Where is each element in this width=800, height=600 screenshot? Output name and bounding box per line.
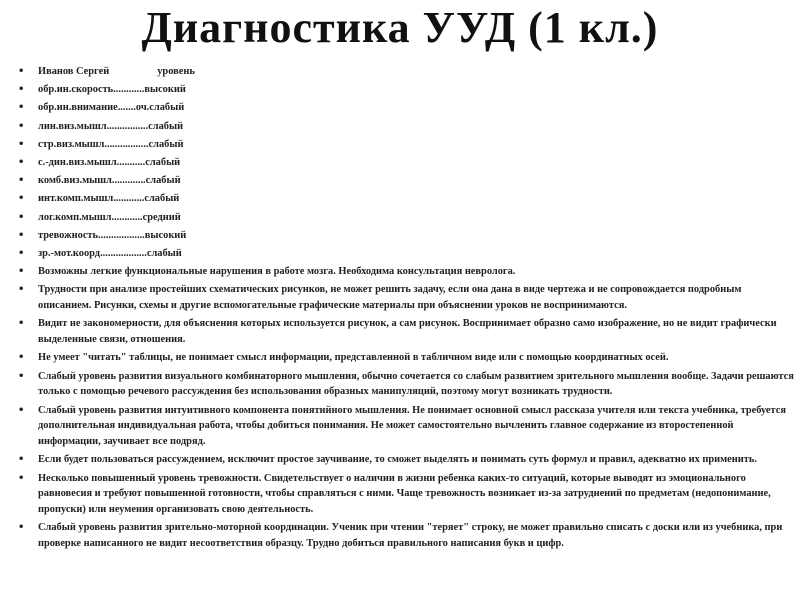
metric-item <box>14 100 794 116</box>
bullet-icon: • <box>18 229 25 241</box>
student-name: Иванов Сергей <box>38 66 110 77</box>
metric-item <box>14 210 794 226</box>
metric-text: инт.комп.мышл............слабый <box>38 193 180 205</box>
paragraph-item <box>14 403 794 450</box>
metric-text: лог.комп.мышл............средний <box>38 211 181 223</box>
paragraph-item <box>14 350 794 366</box>
paragraph-text: Несколько повышенный уровень тревожности. Свидетельствует о наличии в жизни ребенка каких-то ситуаций, которые выводят из эмоционального равновесия и требуют повышенной готовности, чтобы справляться с ними. Чаще тревожность возникает из-за затруднений по предметам (недопонимание, пропуски) или неумения организовать свою деятельность. <box>38 472 771 515</box>
bullet-icon: • <box>18 175 25 187</box>
bullet-icon: • <box>18 120 25 132</box>
paragraph-text: Слабый уровень развития интуитивного компонента понятийного мышления. Не понимает основной смысл рассказа учителя или текста учебника, требуется дополнительная индивидуальная работа, чтобы добиться понимания. Не может самостоятельно вычленить главное содержание из второстепенной информации, заучивает все подряд. <box>38 404 786 447</box>
bullet-icon: • <box>18 370 25 382</box>
bullet-icon: • <box>18 138 25 150</box>
metric-text: с.-дин.виз.мышл...........слабый <box>38 156 181 168</box>
bullet-icon: • <box>18 472 25 484</box>
metric-item <box>14 155 794 171</box>
paragraph-text: Не умеет "читать" таблицы, не понимает смысл информации, представленной в табличном виде или с помощью координатных осей. <box>38 352 669 364</box>
metric-text: обр.ин.скорость............высокий <box>38 84 186 96</box>
paragraph-text: Возможны легкие функциональные нарушения в работе мозга. Необходима консультация невролога. <box>38 266 516 278</box>
student-header-item <box>14 64 794 80</box>
bullet-icon: • <box>18 102 25 114</box>
paragraph-item <box>14 452 794 468</box>
bullet-icon: • <box>18 193 25 205</box>
bullet-icon: • <box>18 156 25 168</box>
bullet-icon: • <box>18 84 25 96</box>
metric-item <box>14 119 794 135</box>
metric-item <box>14 246 794 262</box>
paragraph-item <box>14 520 794 551</box>
paragraph-item <box>14 282 794 313</box>
bullet-icon: • <box>18 66 25 77</box>
bullet-icon: • <box>18 247 25 259</box>
metric-text: комб.виз.мышл.............слабый <box>38 175 181 187</box>
bullet-icon: • <box>18 454 25 466</box>
metric-item <box>14 137 794 153</box>
metric-item <box>14 82 794 98</box>
paragraph-item <box>14 471 794 518</box>
paragraph-item <box>14 316 794 347</box>
paragraph-item <box>14 369 794 400</box>
slide-title: Диагностика УУД (1 кл.) <box>141 3 659 52</box>
metric-text: зр.-мот.коорд..................слабый <box>38 247 182 259</box>
metric-text: тревожность..................высокий <box>38 229 187 241</box>
paragraph-text: Слабый уровень развития зрительно-моторной координации. Ученик при чтении "теряет" строку, не может правильно списать с доски или из учебника, при проверке написанного не видит несоответствия образцу. Трудно добиться правильного написания букв и цифр. <box>38 522 783 549</box>
paragraph-text: Слабый уровень развития визуального комбинаторного мышления, обычно сочетается со слабым развитием зрительного мышления вообще. Задачи решаются только с помощью речевого рассуждения без использования образных манипуляций, поэтому могут возникать трудности. <box>38 370 794 398</box>
metric-text: лин.виз.мышл................слабый <box>38 120 184 132</box>
paragraph-text: Если будет пользоваться рассуждением, исключит простое заучивание, то сможет выделять и понимать суть формул и правил, адекватно их применить. <box>38 454 757 466</box>
metric-text: обр.ин.внимание.......оч.слабый <box>38 102 185 114</box>
bullet-icon: • <box>18 522 25 534</box>
level-label: уровень <box>157 66 195 77</box>
bullet-icon: • <box>18 318 25 330</box>
metric-text: стр.виз.мышл.................слабый <box>38 138 184 150</box>
metric-item <box>14 191 794 207</box>
bullet-icon: • <box>18 352 25 364</box>
bullet-icon: • <box>18 211 25 223</box>
paragraph-text: Видит не закономерности, для объяснения которых используется рисунок, а сам рисунок. Воспринимает образно само изображение, но не видит графически выделенные связи, отношения. <box>38 318 777 346</box>
bullet-icon: • <box>18 284 25 296</box>
metric-item <box>14 173 794 189</box>
paragraph-item <box>14 264 794 280</box>
bullet-icon: • <box>18 404 25 416</box>
metric-item <box>14 228 794 244</box>
bullet-icon: • <box>18 266 25 278</box>
bullet-list <box>14 64 794 554</box>
paragraph-text: Трудности при анализе простейших схематических рисунков, не может решить задачу, если она дана в виде чертежа и не сопровождается подробным описанием. Рисунки, схемы и другие вспомогательные графические материалы при объяснении уроков не воспринимаются. <box>38 284 742 312</box>
